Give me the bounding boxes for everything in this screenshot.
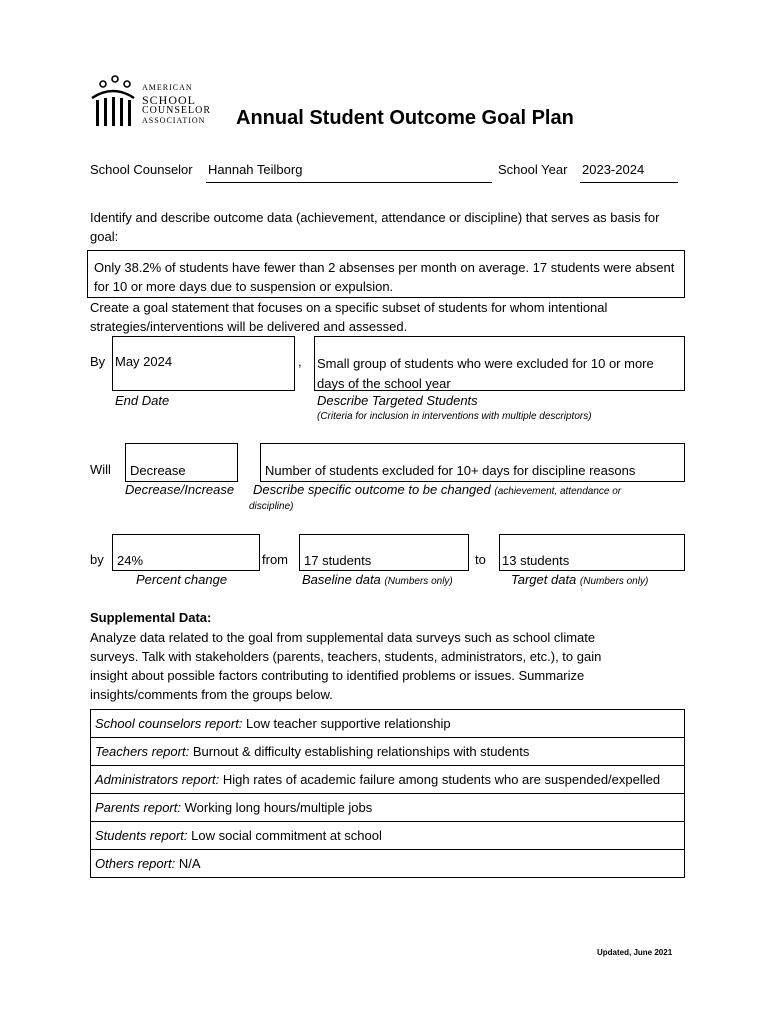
targeted-students-label: Describe Targeted Students	[317, 393, 478, 408]
outcome-prompt: Identify and describe outcome data (achievement, attendance or discipline) that serves as basis for goal:	[90, 210, 660, 244]
footer-updated: Updated, June 2021	[597, 948, 673, 957]
end-date-value: May 2024	[115, 354, 173, 369]
logo-line-3: COUNSELOR	[142, 105, 212, 116]
report-value: N/A	[178, 856, 201, 871]
percent-value: 24%	[117, 553, 144, 568]
report-value: Working long hours/multiple jobs	[184, 800, 373, 815]
outcome-change-label-sub2: discipline)	[249, 501, 294, 512]
baseline-label-sub: (Numbers only)	[384, 576, 453, 587]
target-box[interactable]	[499, 534, 685, 571]
target-label-sub: (Numbers only)	[579, 576, 649, 587]
report-label: School counselors report:	[95, 716, 243, 731]
goal-prompt: Create a goal statement that focuses on a specific subset of students for whom intentional strategies/interventions will be delivered and assessed.	[90, 300, 608, 334]
targeted-students-value: Small group of students who were excluded for 10 or more days of the school year	[317, 356, 654, 391]
comma-separator: ,	[298, 354, 302, 369]
report-label: Administrators report:	[95, 772, 220, 787]
outcome-data-value: Only 38.2% of students have fewer than 2 absenses per month on average. 17 students were absent for 10 or more days due to suspension or expulsion.	[94, 260, 675, 294]
outcome-data-box[interactable]	[87, 250, 685, 298]
table-row	[91, 710, 685, 738]
baseline-value: 17 students	[304, 553, 372, 568]
report-value: Low teacher supportive relationship	[246, 716, 451, 731]
report-label: Students report:	[95, 828, 188, 843]
report-cell[interactable]	[91, 738, 685, 766]
report-cell[interactable]	[91, 822, 685, 850]
report-cell[interactable]	[91, 766, 685, 794]
direction-label: Decrease/Increase	[125, 482, 235, 497]
report-cell[interactable]	[91, 850, 685, 878]
supplemental-heading: Supplemental Data:	[90, 610, 212, 625]
supplemental-table	[90, 709, 685, 878]
asca-logo	[90, 74, 230, 130]
end-date-label: End Date	[115, 393, 170, 408]
end-date-box[interactable]	[112, 336, 295, 391]
by-label: By	[90, 354, 106, 369]
counselor-label: School Counselor	[90, 162, 193, 177]
to-label: to	[475, 552, 486, 567]
report-value: Burnout & difficulty establishing relationships with students	[192, 744, 530, 759]
targeted-students-sublabel: (Criteria for inclusion in interventions with multiple descriptors)	[317, 411, 592, 422]
report-cell[interactable]	[91, 710, 685, 738]
report-label: Parents report:	[95, 800, 181, 815]
outcome-change-label	[253, 482, 621, 497]
counselor-value: Hannah Teilborg	[208, 162, 303, 177]
table-row	[91, 738, 685, 766]
school-year-field[interactable]	[580, 162, 678, 183]
logo-line-1: AMERICAN	[142, 83, 193, 92]
baseline-label	[302, 572, 453, 587]
asca-logo-icon	[90, 74, 136, 128]
report-label: Teachers report:	[95, 744, 190, 759]
from-label: from	[262, 552, 288, 567]
report-value: High rates of academic failure among students who are suspended/expelled	[222, 772, 661, 787]
report-value: Low social commitment at school	[191, 828, 382, 843]
baseline-box[interactable]	[299, 534, 469, 571]
target-label-text: Target data	[511, 572, 577, 587]
target-label	[511, 572, 648, 587]
table-row	[91, 850, 685, 878]
outcome-change-label-text: Describe specific outcome to be changed	[253, 482, 491, 497]
report-label: Others report:	[95, 856, 176, 871]
report-cell[interactable]	[91, 794, 685, 822]
percent-box[interactable]	[112, 534, 260, 571]
direction-box[interactable]	[125, 443, 238, 482]
targeted-students-box[interactable]	[314, 336, 685, 391]
outcome-change-value: Number of students excluded for 10+ days for discipline reasons	[265, 463, 636, 478]
baseline-label-text: Baseline data	[302, 572, 381, 587]
logo-line-2: SCHOOL	[142, 93, 197, 107]
by-percent-label: by	[90, 552, 104, 567]
will-label: Will	[90, 462, 111, 477]
counselor-field[interactable]	[206, 162, 492, 183]
outcome-change-box[interactable]	[260, 443, 685, 482]
table-row	[91, 822, 685, 850]
school-year-label: School Year	[498, 162, 568, 177]
target-value: 13 students	[502, 553, 570, 568]
school-year-value: 2023-2024	[582, 162, 645, 177]
percent-label: Percent change	[136, 572, 228, 587]
logo-line-4: ASSOCIATION	[142, 116, 206, 125]
table-row	[91, 766, 685, 794]
direction-value: Decrease	[130, 463, 186, 478]
supplemental-description: Analyze data related to the goal from supplemental data surveys such as school climate surveys. Talk with stakeholders (parents, teachers, students, administrators, etc.), to gain insight about possible factors contributing to identified problems or issues. Summarize insights/comments from the groups below.	[90, 630, 602, 702]
page-title: Annual Student Outcome Goal Plan	[236, 107, 574, 129]
outcome-change-label-sub1: (achievement, attendance or	[494, 486, 622, 497]
table-row	[91, 794, 685, 822]
